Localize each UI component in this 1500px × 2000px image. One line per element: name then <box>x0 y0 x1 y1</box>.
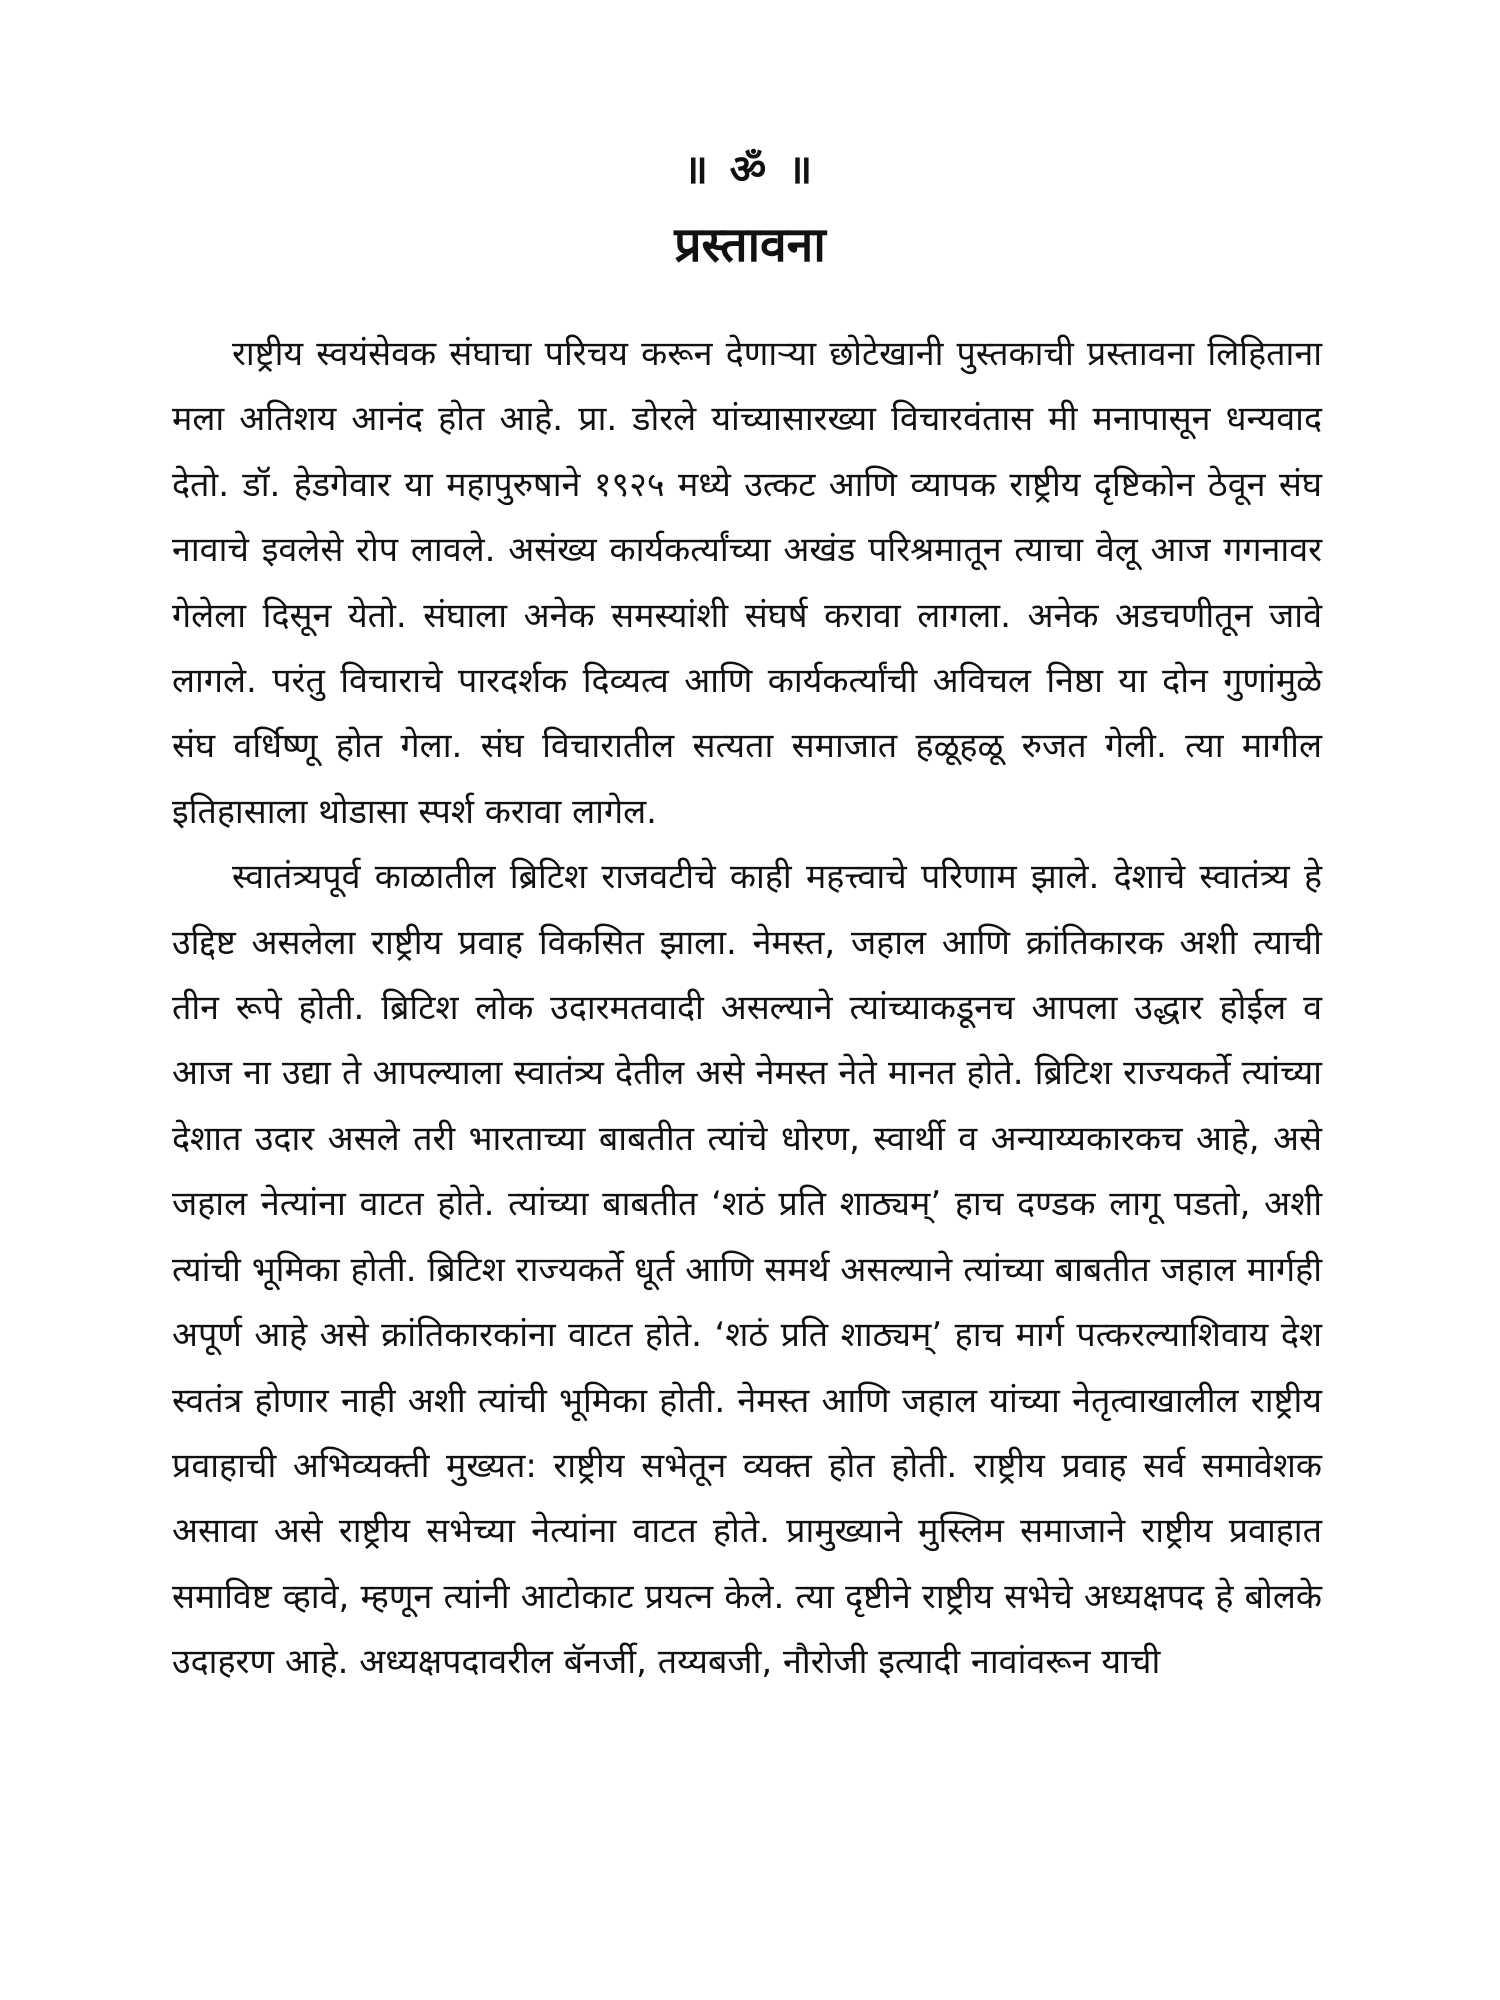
page-title: प्रस्तावना <box>674 217 826 273</box>
invocation-heading: ॥ ॐ ॥ <box>683 147 817 193</box>
paragraph-1: राष्ट्रीय स्वयंसेवक संघाचा परिचय करून देणाऱ्या छोटेखानी पुस्तकाची प्रस्तावना लिहिताना मला अतिशय आनंद होत आहे. प्रा. डोरले यांच्यासारख्या विचारवंतास मी मनापासून धन्यवाद देतो. डॉ. हेडगेवार या महापुरुषाने १९२५ मध्ये उत्कट आणि व्यापक राष्ट्रीय दृष्टिकोन ठेवून संघ नावाचे इवलेसे रोप लावले. असंख्य कार्यकर्त्यांच्या अखंड परिश्रमातून त्याचा वेलू आज गगनावर गेलेला दिसून येतो. संघाला अनेक समस्यांशी संघर्ष करावा लागला. अनेक अडचणीतून जावे लागले. परंतु विचाराचे पारदर्शक दिव्यत्व आणि कार्यकर्त्यांची अविचल निष्ठा या दोन गुणांमुळे संघ वर्धिष्णू होत गेला. संघ विचारातील सत्यता समाजात हळूहळू रुजत गेली. त्या मागील इतिहासाला थोडासा स्पर्श करावा लागेल. <box>172 334 1322 832</box>
paragraph-2: स्वातंत्र्यपूर्व काळातील ब्रिटिश राजवटीचे काही महत्त्वाचे परिणाम झाले. देशाचे स्वातंत्र्य हे उद्दिष्ट असलेला राष्ट्रीय प्रवाह विकसित झाला. नेमस्त, जहाल आणि क्रांतिकारक अशी त्याची तीन रूपे होती. ब्रिटिश लोक उदारमतवादी असल्याने त्यांच्याकडूनच आपला उद्धार होईल व आज ना उद्या ते आपल्याला स्वातंत्र्य देतील असे नेमस्त नेते मानत होते. ब्रिटिश राज्यकर्ते त्यांच्या देशात उदार असले तरी भारताच्या बाबतीत त्यांचे धोरण, स्वार्थी व अन्याय्यकारकच आहे, असे जहाल नेत्यांना वाटत होते. त्यांच्या बाबतीत ‘शठं प्रति शाठ्यम्’ हाच दण्डक लागू पडतो, अशी त्यांची भूमिका होती. ब्रिटिश राज्यकर्ते धूर्त आणि समर्थ असल्याने त्यांच्या बाबतीत जहाल मार्गही अपूर्ण आहे असे क्रांतिकारकांना वाटत होते. ‘शठं प्रति शाठ्यम्’ हाच मार्ग पत्करल्याशिवाय देश स्वतंत्र होणार नाही अशी त्यांची भूमिका होती. नेमस्त आणि जहाल यांच्या नेतृत्वाखालील राष्ट्रीय प्रवाहाची अभिव्यक्ती मुख्यत: राष्ट्रीय सभेतून व्यक्त होत होती. राष्ट्रीय प्रवाह सर्व समावेशक असावा असे राष्ट्रीय सभेच्या नेत्यांना वाटत होते. प्रामुख्याने मुस्लिम समाजाने राष्ट्रीय प्रवाहात समाविष्ट व्हावे, म्हणून त्यांनी आटोकाट प्रयत्न केले. त्या दृष्टीने राष्ट्रीय सभेचे अध्यक्षपद हे बोलके उदाहरण आहे. अध्यक्षपदावरील बॅनर्जी, तय्यबजी, नौरोजी इत्यादी नावांवरून याची <box>172 857 1322 1683</box>
body-text <box>172 322 1322 1696</box>
